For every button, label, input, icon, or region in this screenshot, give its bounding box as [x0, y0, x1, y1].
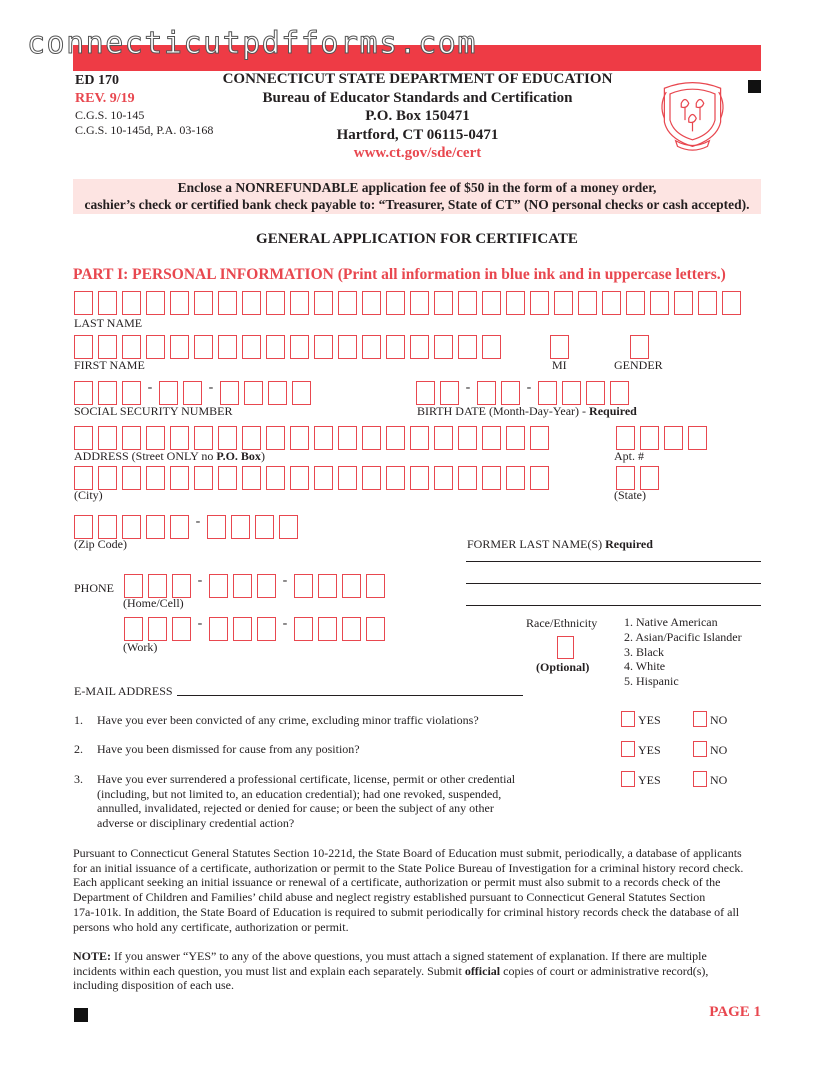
char-box[interactable] — [362, 426, 381, 450]
question-1-number: 1. — [74, 713, 83, 727]
phone-box[interactable] — [233, 574, 252, 598]
city-boxes[interactable] — [74, 466, 549, 490]
note-text: If you answer “YES” to any of the above questions, you must attach a signed statement of explanation. If there are multiple — [111, 949, 707, 963]
char-box[interactable] — [386, 466, 405, 490]
address-text: ADDRESS (Street ONLY no — [74, 449, 217, 463]
address-boxes[interactable] — [74, 426, 549, 450]
state-label: (State) — [614, 488, 646, 502]
char-box[interactable] — [170, 466, 189, 490]
address-text-end: ) — [260, 449, 265, 463]
page-number: PAGE 1 — [709, 1004, 761, 1020]
phone-box[interactable] — [366, 574, 385, 598]
zip-box[interactable] — [146, 515, 165, 539]
q2-yes[interactable] — [621, 741, 661, 758]
char-box[interactable] — [122, 335, 141, 359]
work-phone-boxes[interactable] — [124, 617, 385, 641]
birth-date-text: BIRTH DATE (Month-Day-Year) - — [417, 404, 590, 418]
optional-label: (Optional) — [536, 660, 590, 674]
mi-label: MI — [552, 358, 567, 372]
apt-box[interactable] — [616, 426, 635, 450]
q3-yes-checkbox[interactable] — [621, 771, 635, 787]
zip-ext-box[interactable] — [255, 515, 274, 539]
birth-year-box[interactable] — [538, 381, 557, 405]
phone-box[interactable] — [148, 617, 167, 641]
char-box[interactable] — [338, 291, 357, 315]
char-box[interactable] — [434, 426, 453, 450]
phone-box[interactable] — [342, 574, 361, 598]
registration-mark — [74, 1008, 88, 1022]
question-3-line: annulled, invalidated, rejected or denied for cause; or been the subject of any other — [97, 801, 494, 815]
apt-box[interactable] — [640, 426, 659, 450]
char-box[interactable] — [74, 466, 93, 490]
work-label: (Work) — [123, 640, 158, 654]
note-label: NOTE: — [73, 949, 112, 963]
char-box[interactable] — [242, 335, 261, 359]
char-box[interactable] — [98, 291, 117, 315]
race-option: 2. Asian/Pacific Islander — [624, 629, 742, 644]
phone-box[interactable] — [172, 617, 191, 641]
zip-ext-box[interactable] — [231, 515, 250, 539]
char-box[interactable] — [194, 426, 213, 450]
char-box[interactable] — [266, 426, 285, 450]
char-box[interactable] — [218, 291, 237, 315]
dash: - — [282, 573, 288, 588]
birth-year-box[interactable] — [586, 381, 605, 405]
address-label — [74, 449, 265, 464]
char-box[interactable] — [122, 426, 141, 450]
char-box[interactable] — [362, 335, 381, 359]
phone-box[interactable] — [257, 574, 276, 598]
form-title: GENERAL APPLICATION FOR CERTIFICATE — [256, 231, 578, 247]
dash: - — [197, 616, 203, 631]
state-boxes[interactable] — [616, 466, 659, 490]
char-box[interactable] — [482, 466, 501, 490]
char-box[interactable] — [626, 291, 645, 315]
char-box[interactable] — [722, 291, 741, 315]
char-box[interactable] — [506, 291, 525, 315]
q1-no[interactable] — [693, 711, 727, 728]
char-box[interactable] — [530, 466, 549, 490]
former-name-line-3[interactable] — [466, 605, 761, 606]
ssn-boxes[interactable] — [74, 381, 311, 405]
phone-box[interactable] — [318, 617, 337, 641]
ssn-box[interactable] — [159, 381, 178, 405]
char-box[interactable] — [242, 466, 261, 490]
phone-box[interactable] — [124, 617, 143, 641]
gender-label: GENDER — [614, 358, 663, 372]
char-box[interactable] — [290, 466, 309, 490]
char-box[interactable] — [434, 466, 453, 490]
char-box[interactable] — [266, 466, 285, 490]
birth-date-label — [417, 404, 637, 419]
state-box[interactable] — [640, 466, 659, 490]
char-box[interactable] — [458, 426, 477, 450]
char-box[interactable] — [290, 291, 309, 315]
note-text: incidents within each question, you must list and explain each separately. Submit — [73, 963, 465, 978]
char-box[interactable] — [434, 335, 453, 359]
char-box[interactable] — [314, 335, 333, 359]
question-2-number: 2. — [74, 742, 83, 756]
char-box[interactable] — [506, 466, 525, 490]
phone-box[interactable] — [257, 617, 276, 641]
no-label: NO — [710, 743, 728, 757]
char-box[interactable] — [122, 466, 141, 490]
char-box[interactable] — [506, 426, 525, 450]
char-box[interactable] — [74, 426, 93, 450]
char-box[interactable] — [242, 426, 261, 450]
char-box[interactable] — [482, 426, 501, 450]
ssn-box[interactable] — [268, 381, 287, 405]
char-box[interactable] — [650, 291, 669, 315]
char-box[interactable] — [314, 466, 333, 490]
race-option: 1. Native American — [624, 615, 718, 629]
birth-month-box[interactable] — [416, 381, 435, 405]
birth-year-box[interactable] — [562, 381, 581, 405]
phone-box[interactable] — [294, 574, 313, 598]
char-box[interactable] — [218, 466, 237, 490]
city-line: Hartford, CT 06115-0471 — [336, 126, 499, 143]
statute-line: 17a-101k. In addition, the State Board of Education is required to submit periodically for criminal history records check the database of all — [73, 904, 740, 919]
q1-yes-checkbox[interactable] — [621, 711, 635, 727]
dash: - — [526, 380, 532, 395]
email-line[interactable] — [177, 695, 523, 696]
char-box[interactable] — [482, 335, 501, 359]
last-name-label: LAST NAME — [74, 316, 143, 330]
char-box[interactable] — [602, 291, 621, 315]
char-box[interactable] — [410, 426, 429, 450]
yes-label: YES — [638, 743, 661, 757]
revision: REV. 9/19 — [75, 91, 135, 106]
ssn-box[interactable] — [74, 381, 93, 405]
no-label: NO — [710, 773, 728, 787]
birth-day-box[interactable] — [501, 381, 520, 405]
char-box[interactable] — [578, 291, 597, 315]
char-box[interactable] — [410, 335, 429, 359]
char-box[interactable] — [146, 291, 165, 315]
fee-line-2: cashier’s check or certified bank check payable to: “Treasurer, State of CT” (NO personal checks or cash accepted). — [84, 196, 750, 212]
note-paragraph — [73, 949, 763, 993]
char-box[interactable] — [194, 335, 213, 359]
char-box[interactable] — [530, 426, 549, 450]
birth-day-box[interactable] — [477, 381, 496, 405]
phone-box[interactable] — [209, 617, 228, 641]
char-box[interactable] — [194, 291, 213, 315]
char-box[interactable] — [98, 466, 117, 490]
apt-box[interactable] — [688, 426, 707, 450]
q1-no-checkbox[interactable] — [693, 711, 707, 727]
race-option: 5. Hispanic — [624, 674, 679, 689]
char-box[interactable] — [338, 466, 357, 490]
char-box[interactable] — [530, 291, 549, 315]
char-box[interactable] — [290, 335, 309, 359]
former-name-line-2[interactable] — [466, 583, 761, 584]
agency-header — [195, 70, 640, 163]
q2-yes-checkbox[interactable] — [621, 741, 635, 757]
char-box[interactable] — [146, 426, 165, 450]
last-name-boxes[interactable] — [74, 291, 741, 315]
state-box[interactable] — [616, 466, 635, 490]
gender-box[interactable] — [630, 335, 649, 359]
char-box[interactable] — [338, 335, 357, 359]
statute-ref-2: C.G.S. 10-145d, P.A. 03-168 — [75, 123, 214, 137]
ssn-box[interactable] — [220, 381, 239, 405]
q1-yes[interactable] — [621, 711, 661, 728]
ssn-box[interactable] — [122, 381, 141, 405]
char-box[interactable] — [266, 291, 285, 315]
char-box[interactable] — [194, 466, 213, 490]
char-box[interactable] — [338, 426, 357, 450]
registration-mark — [748, 80, 761, 93]
birth-month-box[interactable] — [440, 381, 459, 405]
website-link[interactable]: www.ct.gov/sde/cert — [353, 145, 482, 161]
statute-line: Pursuant to Connecticut General Statutes Section 10-221d, the State Board of Education must submit, periodically, a database of applicants — [73, 846, 742, 860]
apt-boxes[interactable] — [616, 426, 707, 450]
question-3-line: (including, but not limited to, an education credential); had one revoked, suspended, — [97, 786, 502, 801]
dash: - — [208, 380, 214, 395]
char-box[interactable] — [362, 291, 381, 315]
phone-box[interactable] — [342, 617, 361, 641]
zip-box[interactable] — [170, 515, 189, 539]
char-box[interactable] — [290, 426, 309, 450]
char-box[interactable] — [146, 335, 165, 359]
ssn-box[interactable] — [98, 381, 117, 405]
statute-line: for an initial issuance of a certificate, authorization or permit to the State Police Bureau of Investigation for a criminal history record check. — [73, 860, 744, 875]
yes-label: YES — [638, 773, 661, 787]
char-box[interactable] — [170, 426, 189, 450]
first-name-label: FIRST NAME — [74, 358, 145, 372]
char-box[interactable] — [386, 426, 405, 450]
q3-no-checkbox[interactable] — [693, 771, 707, 787]
dash: - — [282, 616, 288, 631]
city-label: (City) — [74, 488, 103, 502]
zip-box[interactable] — [122, 515, 141, 539]
dash: - — [465, 380, 471, 395]
former-name-label — [467, 537, 653, 552]
first-name-boxes[interactable] — [74, 335, 501, 359]
zip-ext-box[interactable] — [279, 515, 298, 539]
q3-no[interactable] — [693, 771, 727, 788]
phone-box[interactable] — [318, 574, 337, 598]
dash: - — [197, 573, 203, 588]
required-text: Required — [605, 537, 653, 551]
zip-label: (Zip Code) — [74, 537, 127, 551]
po-box-text: P.O. Box — [216, 449, 261, 463]
char-box[interactable] — [170, 291, 189, 315]
question-3-line: adverse or disciplinary credential action? — [97, 815, 295, 830]
required-text: Required — [589, 404, 637, 418]
char-box[interactable] — [458, 335, 477, 359]
char-box[interactable] — [698, 291, 717, 315]
q3-yes[interactable] — [621, 771, 661, 788]
phone-label: PHONE — [74, 581, 115, 595]
dash: - — [147, 380, 153, 395]
char-box[interactable] — [218, 426, 237, 450]
apt-box[interactable] — [664, 426, 683, 450]
statute-line: Each applicant seeking an initial issuance or renewal of a certificate, authorization or permit must also submit to a records check of the — [73, 875, 721, 890]
race-label: Race/Ethnicity — [526, 616, 598, 630]
race-options — [624, 615, 742, 689]
phone-box[interactable] — [209, 574, 228, 598]
former-name-line-1[interactable] — [466, 561, 761, 562]
apt-label: Apt. # — [614, 449, 644, 463]
yes-label: YES — [638, 713, 661, 727]
fee-notice — [73, 179, 761, 214]
form-id-block — [75, 72, 213, 138]
phone-box[interactable] — [366, 617, 385, 641]
home-cell-label: (Home/Cell) — [123, 596, 184, 610]
char-box[interactable] — [314, 426, 333, 450]
q2-no-checkbox[interactable] — [693, 741, 707, 757]
phone-box[interactable] — [172, 574, 191, 598]
watermark: connecticutpdfforms.com — [27, 26, 477, 61]
char-box[interactable] — [98, 335, 117, 359]
question-3-line: Have you ever surrendered a professional certificate, license, permit or other credential — [97, 772, 516, 786]
ssn-box[interactable] — [244, 381, 263, 405]
phone-box[interactable] — [148, 574, 167, 598]
zip-box[interactable] — [74, 515, 93, 539]
dash: - — [195, 514, 201, 529]
char-box[interactable] — [98, 426, 117, 450]
char-box[interactable] — [386, 335, 405, 359]
statute-ref-1: C.G.S. 10-145 — [75, 108, 145, 122]
birth-date-boxes[interactable] — [416, 381, 629, 405]
ssn-label: SOCIAL SECURITY NUMBER — [74, 404, 233, 418]
statute-line: Department of Children and Families’ child abuse and neglect registry established pursuant to Connecticut General Statutes Section — [73, 890, 706, 905]
char-box[interactable] — [170, 335, 189, 359]
char-box[interactable] — [122, 291, 141, 315]
char-box[interactable] — [410, 291, 429, 315]
question-3-number: 3. — [74, 772, 83, 786]
birth-year-box[interactable] — [610, 381, 629, 405]
question-1: Have you ever been convicted of any crime, excluding minor traffic violations? — [97, 713, 479, 727]
char-box[interactable] — [362, 466, 381, 490]
phone-box[interactable] — [233, 617, 252, 641]
no-label: NO — [710, 713, 728, 727]
official-text: official — [464, 963, 501, 978]
zip-ext-box[interactable] — [207, 515, 226, 539]
note-line — [73, 949, 763, 964]
race-option: 3. Black — [624, 644, 664, 659]
home-phone-boxes[interactable] — [124, 574, 385, 598]
part1-heading: PART I: PERSONAL INFORMATION (Print all information in blue ink and in uppercase letters.) — [73, 266, 726, 283]
state-seal-icon — [655, 77, 730, 152]
phone-box[interactable] — [124, 574, 143, 598]
char-box[interactable] — [434, 291, 453, 315]
char-box[interactable] — [266, 335, 285, 359]
question-2: Have you been dismissed for cause from any position? — [97, 742, 360, 756]
statute-line: persons who hold any certificate, authorization or permit. — [73, 919, 349, 934]
ssn-box[interactable] — [183, 381, 202, 405]
char-box[interactable] — [74, 335, 93, 359]
q2-no[interactable] — [693, 741, 727, 758]
char-box[interactable] — [458, 466, 477, 490]
char-box[interactable] — [74, 291, 93, 315]
char-box[interactable] — [458, 291, 477, 315]
char-box[interactable] — [218, 335, 237, 359]
department-name: CONNECTICUT STATE DEPARTMENT OF EDUCATION — [222, 71, 613, 87]
phone-box[interactable] — [294, 617, 313, 641]
char-box[interactable] — [314, 291, 333, 315]
race-option: 4. White — [624, 659, 666, 674]
email-label: E-MAIL ADDRESS — [74, 684, 173, 698]
race-box[interactable] — [557, 636, 574, 659]
bureau-name: Bureau of Educator Standards and Certification — [262, 89, 573, 106]
note-line: including disposition of each use. — [73, 978, 234, 993]
note-text: copies of court or administrative record(s), — [500, 963, 709, 978]
zip-box[interactable] — [98, 515, 117, 539]
po-box: P.O. Box 150471 — [365, 108, 470, 124]
note-line — [73, 964, 763, 979]
char-box[interactable] — [674, 291, 693, 315]
char-box[interactable] — [146, 466, 165, 490]
ssn-box[interactable] — [292, 381, 311, 405]
char-box[interactable] — [554, 291, 573, 315]
char-box[interactable] — [410, 466, 429, 490]
char-box[interactable] — [242, 291, 261, 315]
mi-box[interactable] — [550, 335, 569, 359]
question-3 — [97, 772, 515, 830]
former-name-text: FORMER LAST NAME(S) — [467, 537, 606, 551]
statute-paragraph — [73, 846, 763, 934]
form-id: ED 170 — [75, 73, 119, 88]
zip-boxes[interactable] — [74, 515, 298, 539]
char-box[interactable] — [386, 291, 405, 315]
fee-line-1: Enclose a NONREFUNDABLE application fee of $50 in the form of a money order, — [177, 180, 657, 195]
char-box[interactable] — [482, 291, 501, 315]
